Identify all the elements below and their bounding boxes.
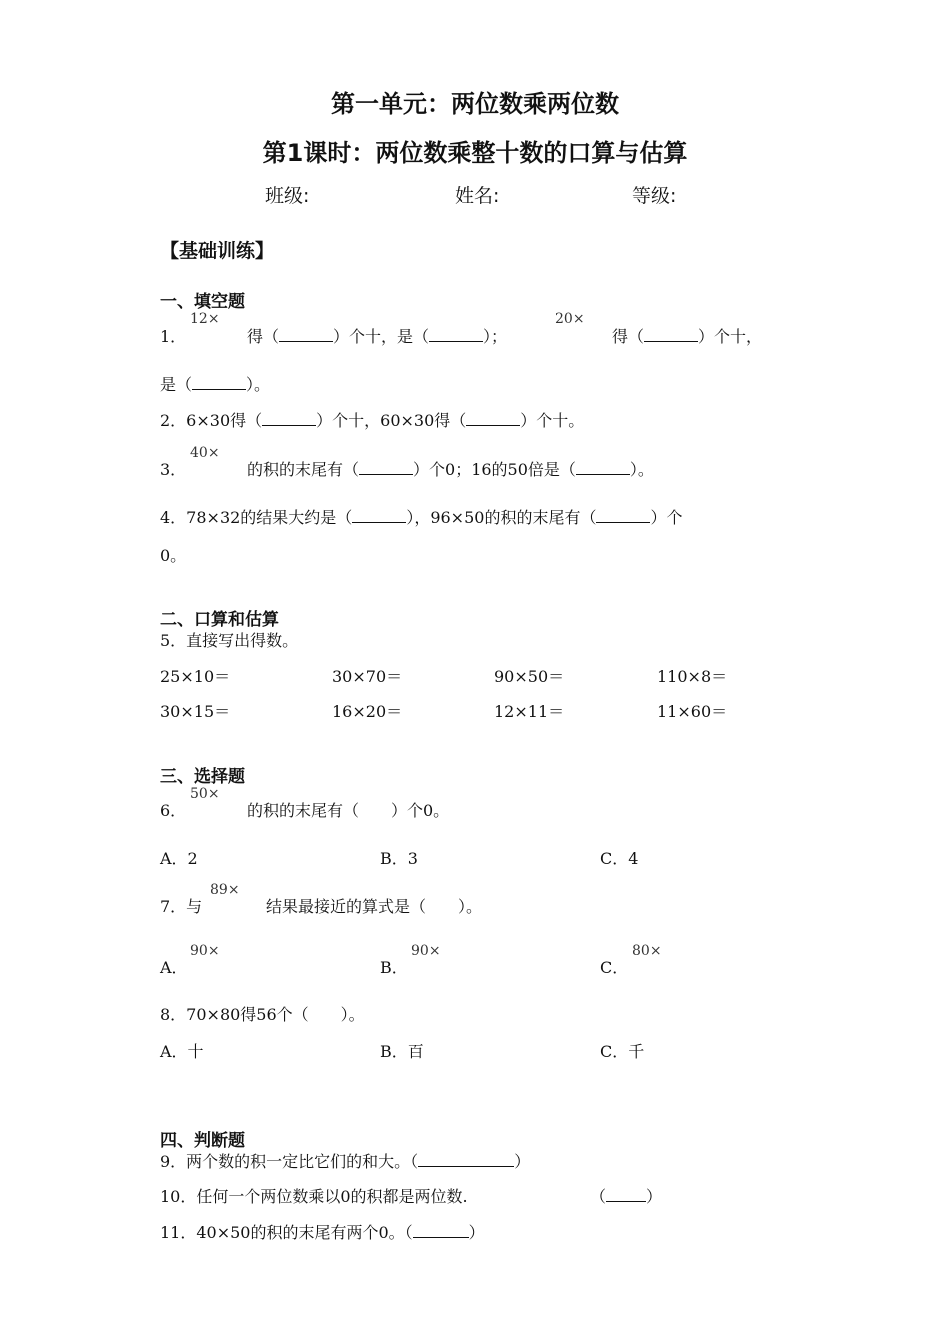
question-10: 10．任何一个两位数乘以0的积都是两位数.	[160, 1187, 468, 1206]
q1-text-3: 是（ ）。	[160, 375, 271, 394]
calc-item: 11×60＝	[657, 702, 728, 721]
q7-option-a-expression: 90×	[190, 943, 220, 959]
calc-item: 25×10＝	[160, 667, 231, 686]
answer-blank[interactable]	[418, 1152, 514, 1167]
question-11: 11．40×50的积的末尾有两个0。（ ）	[160, 1223, 485, 1242]
q7-prefix: 7．与	[160, 897, 203, 916]
q1-text: 得（ ）个十，是（ ）；	[247, 327, 508, 346]
answer-blank[interactable]	[466, 411, 520, 426]
q1-text-2: 得（ ）个十，	[612, 327, 763, 346]
answer-blank[interactable]	[413, 1223, 469, 1238]
calc-item: 110×8＝	[657, 667, 728, 686]
answer-blank[interactable]	[352, 508, 406, 523]
q6-text: 的积的末尾有（ ）个0。	[247, 801, 450, 820]
answer-blank[interactable]	[359, 460, 413, 475]
q1-expression-b: 20×	[555, 311, 585, 327]
page-title: 第一单元：两位数乘两位数	[331, 90, 619, 118]
answer-blank[interactable]	[576, 460, 630, 475]
name-label: 姓名:	[455, 185, 500, 207]
section-fill-heading: 一、填空题	[160, 292, 245, 312]
answer-blank[interactable]	[644, 327, 698, 342]
calc-item: 90×50＝	[494, 667, 565, 686]
answer-blank[interactable]	[262, 411, 316, 426]
question-2: 2．6×30得（ ）个十，60×30得（ ）个十。	[160, 411, 585, 430]
answer-blank[interactable]	[606, 1187, 646, 1202]
q7-option-b[interactable]: B．	[380, 958, 408, 977]
q8-option-a[interactable]: A．十	[160, 1042, 204, 1061]
q6-option-c[interactable]: C．4	[600, 849, 639, 868]
q8-option-b[interactable]: B．百	[380, 1042, 424, 1061]
calc-item: 16×20＝	[332, 702, 403, 721]
calc-item: 30×15＝	[160, 702, 231, 721]
question-10-answer: （ ）	[590, 1187, 663, 1206]
calc-item: 30×70＝	[332, 667, 403, 686]
q6-expression: 50×	[190, 786, 220, 802]
q1-expression-a: 12×	[190, 311, 220, 327]
q7-expression: 89×	[210, 882, 240, 898]
q1-number: 1．	[160, 327, 187, 346]
q5-prompt: 5．直接写出得数。	[160, 631, 299, 650]
q3-expression: 40×	[190, 445, 220, 461]
q8-option-c[interactable]: C．千	[600, 1042, 645, 1061]
q3-text: 的积的末尾有（ ）个0；16的50倍是（ ）。	[247, 460, 654, 479]
q7-text: 结果最接近的算式是（ ）。	[266, 897, 483, 916]
lesson-subtitle: 第1课时：两位数乘整十数的口算与估算	[262, 139, 688, 167]
question-4-cont: 0。	[160, 546, 187, 565]
section-oral-heading: 二、口算和估算	[160, 610, 279, 630]
q3-number: 3．	[160, 460, 187, 479]
section-choice-heading: 三、选择题	[160, 767, 245, 787]
calc-item: 12×11＝	[494, 702, 565, 721]
q7-option-b-expression: 90×	[411, 943, 441, 959]
answer-blank[interactable]	[279, 327, 333, 342]
question-9: 9．两个数的积一定比它们的和大。（ ）	[160, 1152, 531, 1171]
answer-blank[interactable]	[429, 327, 483, 342]
class-label: 班级:	[265, 185, 310, 207]
answer-blank[interactable]	[192, 375, 246, 390]
q8-text: 8．70×80得56个（ ）。	[160, 1005, 365, 1024]
answer-blank[interactable]	[596, 508, 650, 523]
grade-label: 等级:	[632, 185, 677, 207]
q7-option-c[interactable]: C．	[600, 958, 629, 977]
section-judge-heading: 四、判断题	[160, 1131, 245, 1151]
q7-option-c-expression: 80×	[632, 943, 662, 959]
q6-option-b[interactable]: B．3	[380, 849, 418, 868]
question-4: 4．78×32的结果大约是（ ），96×50的积的末尾有（ ）个	[160, 508, 683, 527]
q6-number: 6．	[160, 801, 187, 820]
q7-option-a[interactable]: A．	[160, 958, 188, 977]
q6-option-a[interactable]: A．2	[160, 849, 198, 868]
basic-training-heading: 【基础训练】	[160, 240, 275, 262]
